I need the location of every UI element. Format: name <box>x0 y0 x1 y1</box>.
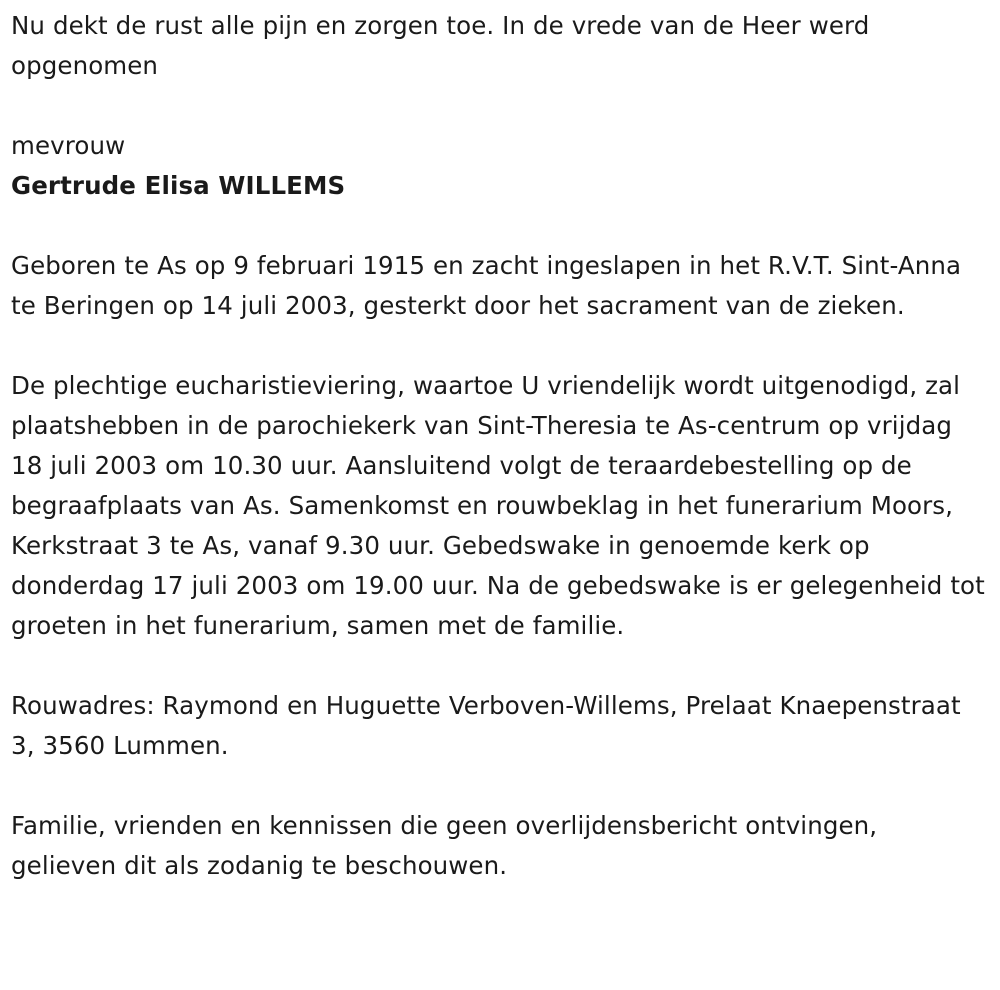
deceased-name: Gertrude Elisa WILLEMS <box>11 171 346 200</box>
address-paragraph: Rouwadres: Raymond en Huguette Verboven-Willems, Prelaat Knaepenstraat 3, 3560 Lummen. <box>11 691 961 760</box>
intro-text: Nu dekt de rust alle pijn en zorgen toe. In de vrede van de Heer werd opgenomen <box>11 11 870 80</box>
birth-death-paragraph: Geboren te As op 9 februari 1915 en zacht ingeslapen in het R.V.T. Sint-Anna te Beringen op 14 juli 2003, gesterkt door het sacrament van de zieken. <box>11 251 962 320</box>
closing-paragraph: Familie, vrienden en kennissen die geen overlijdensbericht ontvingen, gelieven dit als zodanig te beschouwen. <box>11 811 878 880</box>
ceremony-paragraph: De plechtige eucharistieviering, waartoe U vriendelijk wordt uitgenodigd, zal plaatshebben in de parochiekerk van Sint-Theresia te As-centrum op vrijdag 18 juli 2003 om 10.30 uur. Aansluitend volgt de teraardebestelling op de begraafplaats van As. Samenkomst en rouwbeklag in het funerarium Moors, Kerkstraat 3 te As, vanaf 9.30 uur. Gebedswake in genoemde kerk op donderdag 17 juli 2003 om 19.00 uur. Na de gebedswake is er gelegenheid tot groeten in het funerarium, samen met de familie. <box>11 371 985 640</box>
honorific: mevrouw <box>11 131 126 160</box>
